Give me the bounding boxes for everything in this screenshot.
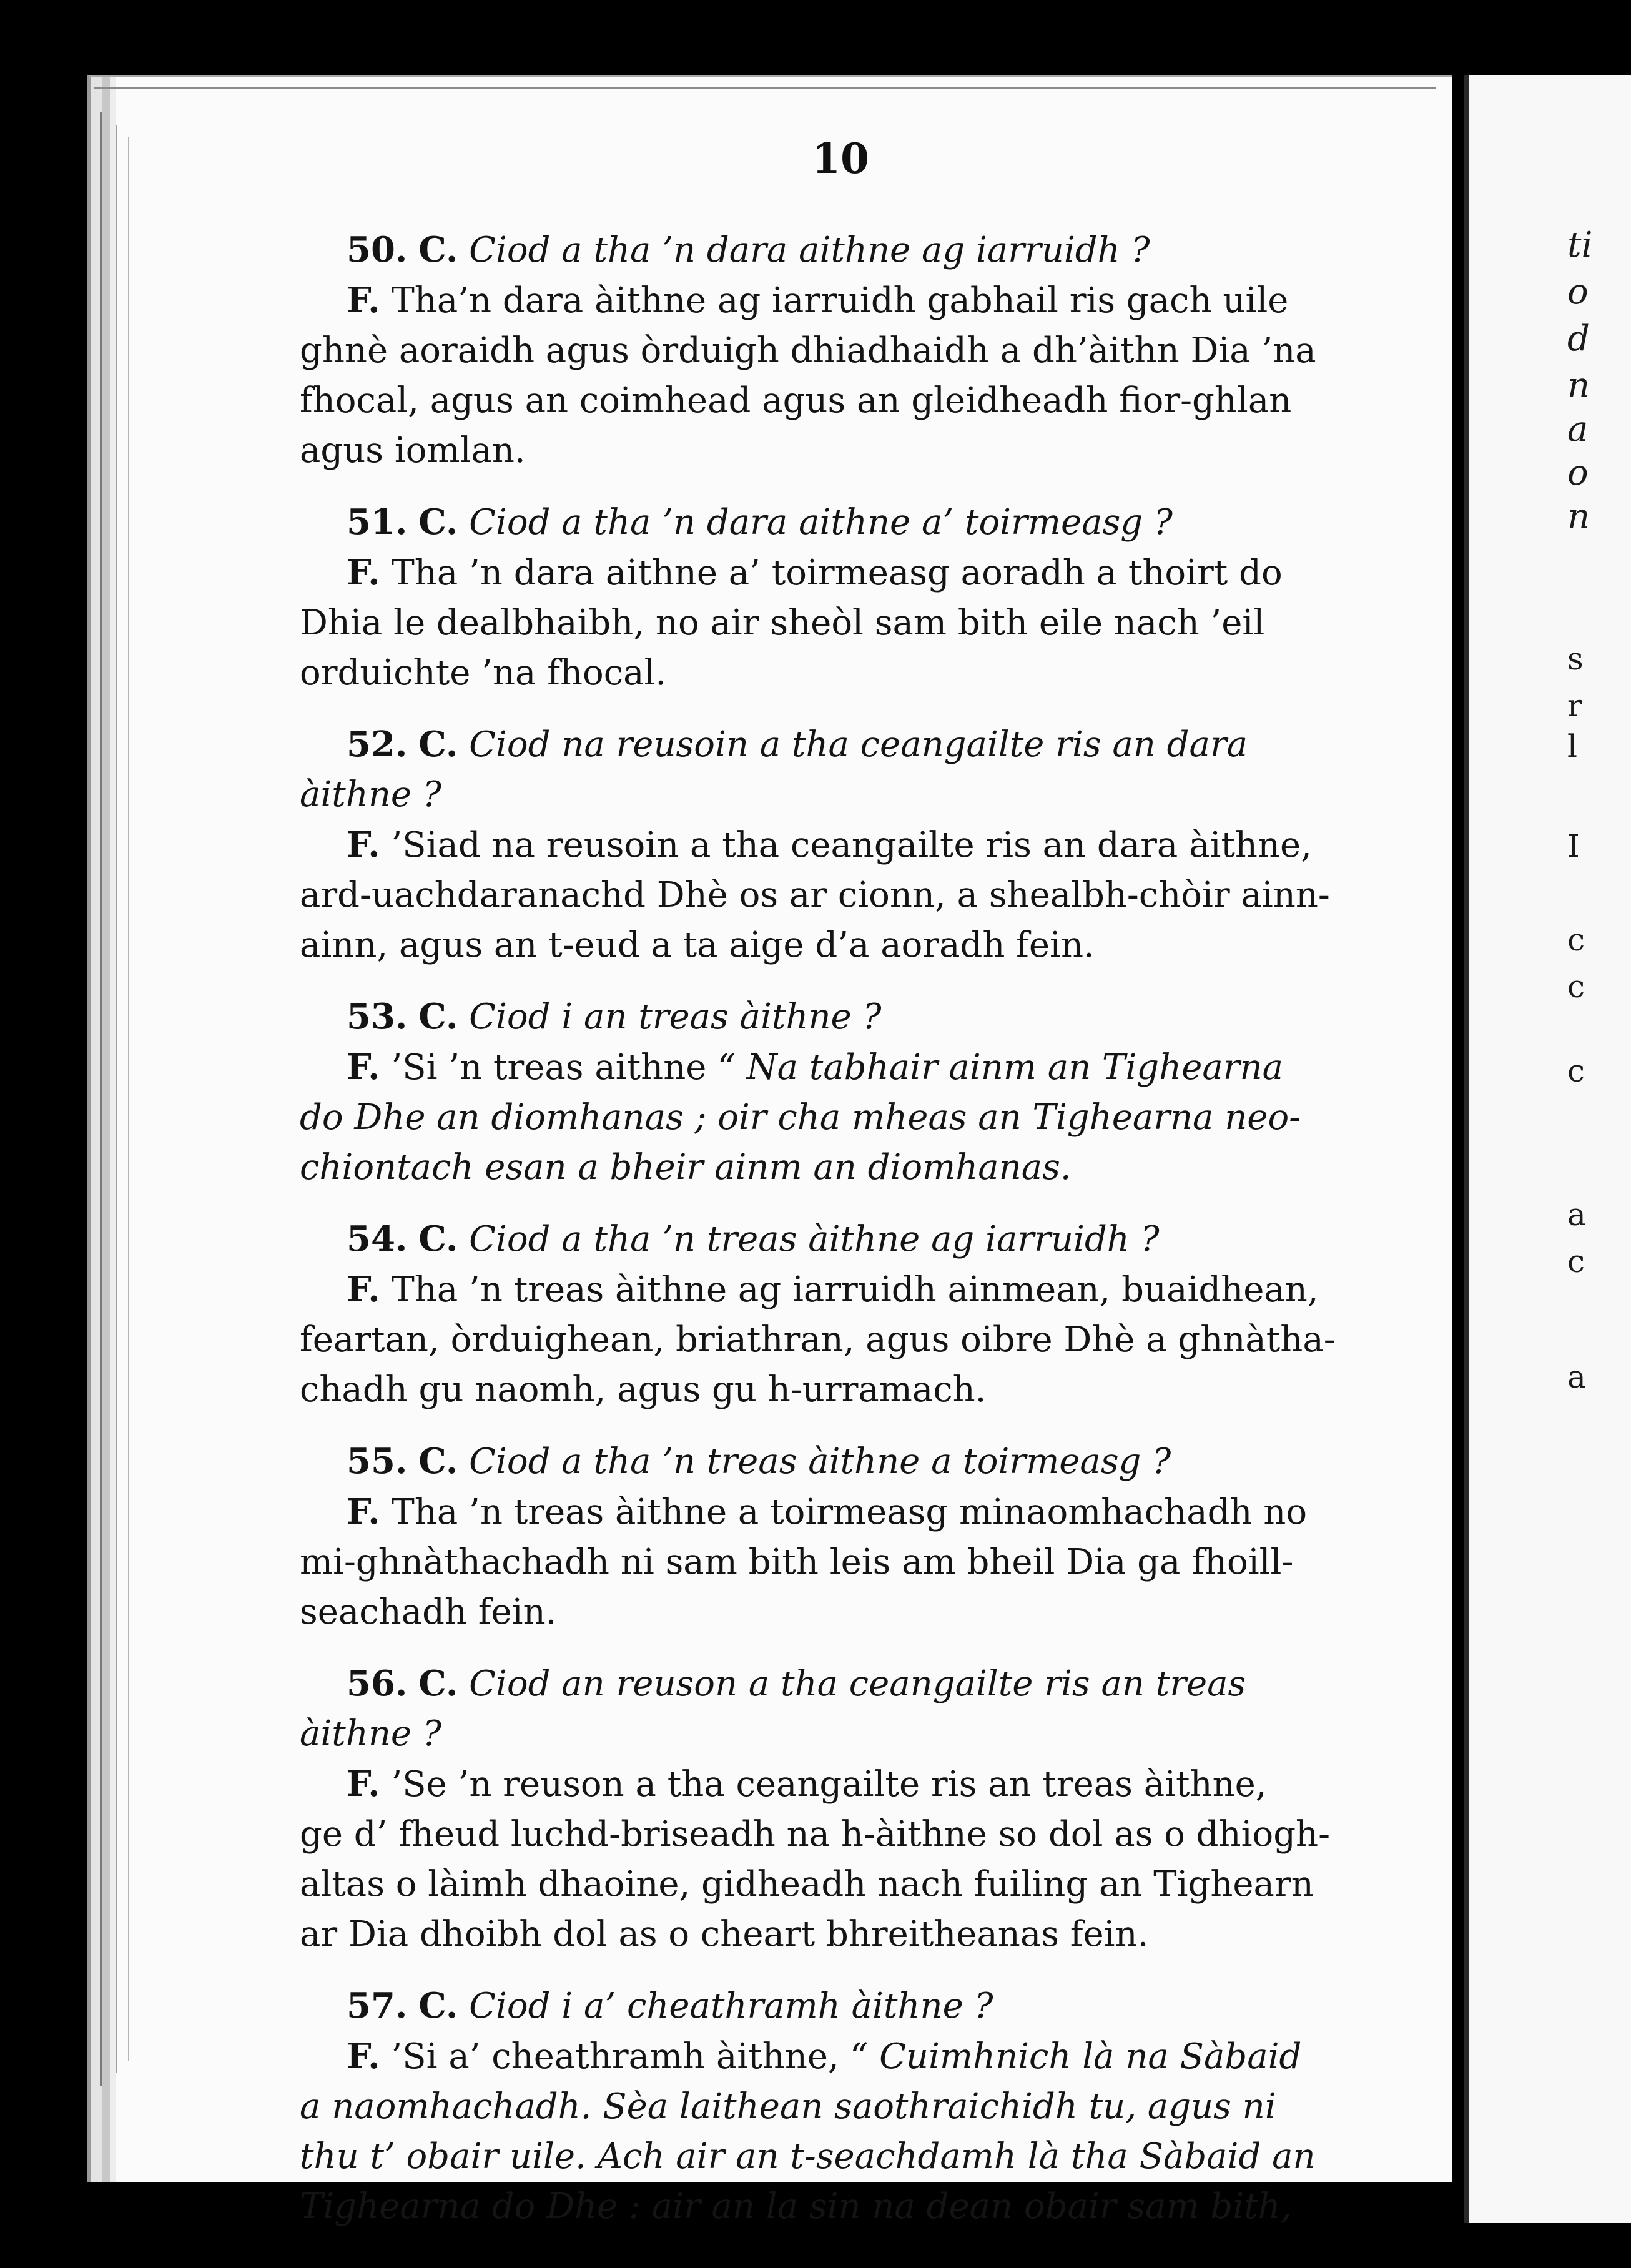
question-52: 52. C. Ciod na reusoin a tha ceangailte ris an dara àithne ? bbox=[300, 724, 1248, 815]
facing-page-fragment: n bbox=[1567, 365, 1590, 406]
page-edge-line bbox=[100, 112, 102, 2086]
facing-page-fragment: I bbox=[1567, 828, 1580, 864]
answer-54: F. Tha ’n treas àithne ag iarruidh ainmean, buaidhean, feartan, òrduighean, briathran, agus oibre Dhè a ghnàtha- chadh gu naomh, agus gu h-urramach. bbox=[300, 1269, 1336, 1410]
facing-page-fragment: s bbox=[1567, 641, 1584, 677]
facing-page-fragment: c bbox=[1567, 1243, 1585, 1279]
question-51: 51. C. Ciod a tha ’n dara aithne a’ toirmeasg ? bbox=[347, 501, 1173, 543]
facing-page-fragment: c bbox=[1567, 1053, 1585, 1089]
answer-55: F. Tha ’n treas àithne a toirmeasg minaomhachadh no mi-ghnàthachadh ni sam bith leis am bheil Dia ga fhoill- seachadh fein. bbox=[300, 1491, 1308, 1632]
facing-page-fragment: a bbox=[1567, 1359, 1586, 1395]
question-54: 54. C. Ciod a tha ’n treas àithne ag iarruidh ? bbox=[347, 1218, 1160, 1260]
facing-page-fragment: o bbox=[1567, 453, 1589, 493]
facing-page-fragment: a bbox=[1567, 409, 1589, 450]
question-50: 50. C. Ciod a tha ’n dara aithne ag iarruidh ? bbox=[347, 229, 1150, 270]
facing-page-fragment: l bbox=[1567, 728, 1577, 764]
catechism-text bbox=[300, 225, 1349, 2232]
answer-50: F. Tha’n dara àithne ag iarruidh gabhail ris gach uile ghnè aoraidh agus òrduigh dhiadhaidh a dh’àithn Dia ’na fhocal, agus an coimhead agus an gleidheadh fior-ghlan agus iomlan. bbox=[300, 280, 1316, 471]
facing-page-fragment: r bbox=[1567, 688, 1582, 724]
answer-57: F. ’Si a’ cheathramh àithne, “ Cuimhnich là na Sàbaid a naomhachadh. Sèa laithean saothraichidh tu, agus ni thu t’ obair uile. Ach air an t-seachdamh là tha Sàbaid an Tighearna do Dhe : air an la sin na dean obair sam bith, bbox=[300, 2036, 1316, 2227]
facing-page-fragment: n bbox=[1567, 496, 1590, 537]
facing-page-fragment: c bbox=[1567, 969, 1585, 1005]
facing-page-fragment: a bbox=[1567, 1196, 1586, 1233]
facing-page bbox=[1464, 75, 1631, 2223]
question-57: 57. C. Ciod i a’ cheathramh àithne ? bbox=[347, 1985, 993, 2026]
answer-51: F. Tha ’n dara aithne a’ toirmeasg aoradh a thoirt do Dhia le dealbhaibh, no air sheòl sam bith eile nach ’eil orduichte ’na fhocal. bbox=[300, 552, 1283, 693]
page-edge-line bbox=[128, 137, 129, 2061]
question-55: 55. C. Ciod a tha ’n treas àithne a toirmeasg ? bbox=[347, 1441, 1171, 1482]
page-edge-line bbox=[116, 125, 117, 2073]
answer-56: F. ’Se ’n reuson a tha ceangailte ris an treas àithne, ge d’ fheud luchd-briseadh na h-àithne so dol as o dhiogh- altas o làimh dhaoine, gidheadh nach fuiling an Tighearn ar Dia dhoibh dol as o cheart bhreitheanas fein. bbox=[300, 1763, 1331, 1955]
facing-page-fragment: ti bbox=[1567, 225, 1593, 265]
page-number: 10 bbox=[812, 134, 869, 183]
question-53: 53. C. Ciod i an treas àithne ? bbox=[347, 996, 882, 1037]
question-56: 56. C. Ciod an reuson a tha ceangailte ris an treas àithne ? bbox=[300, 1663, 1246, 1754]
facing-page-fragment: o bbox=[1567, 272, 1589, 312]
facing-page-fragment: c bbox=[1567, 922, 1585, 958]
answer-53: F. ’Si ’n treas aithne “ Na tabhair ainm an Tighearna do Dhe an diomhanas ; oir cha mheas an Tighearna neo- chiontach esan a bheir ainm an diomhanas. bbox=[300, 1047, 1301, 1188]
page-edge-top bbox=[94, 87, 1436, 89]
facing-page-fragment: d bbox=[1567, 318, 1590, 359]
answer-52: F. ’Siad na reusoin a tha ceangailte ris an dara àithne, ard-uachdaranachd Dhè os ar cionn, a shealbh-chòir ainn- ainn, agus an t-eud a ta aige d’a aoradh fein. bbox=[300, 824, 1330, 965]
